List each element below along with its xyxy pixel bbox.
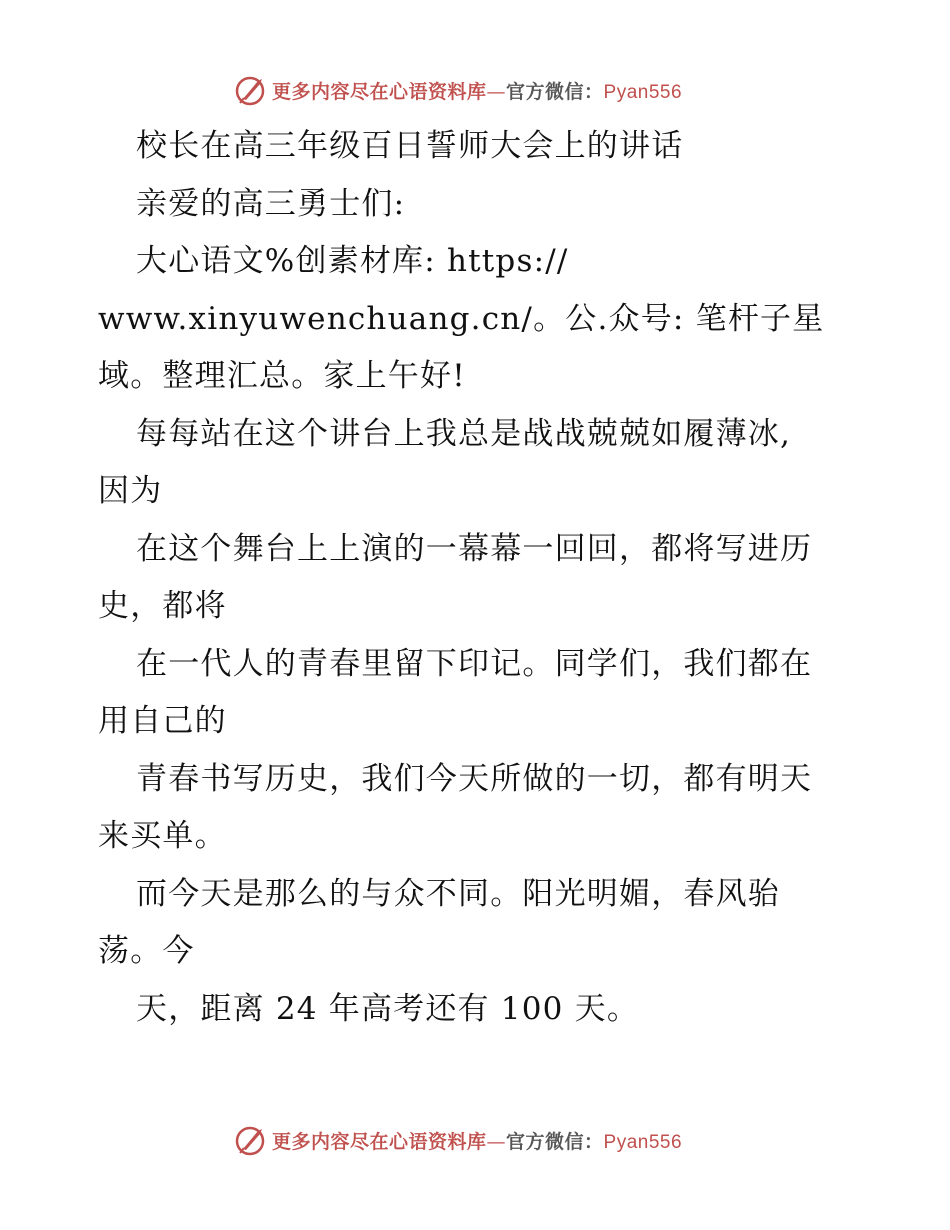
watermark-text xyxy=(272,1127,682,1154)
quill-pen-circle-icon xyxy=(234,73,268,107)
text-line: 天，距离 24 年高考还有 100 天。 xyxy=(136,990,640,1027)
text-line: www.xinyuwenchuang.cn/。公.众号: 笔杆子星 xyxy=(98,300,825,337)
watermark-separator: — xyxy=(486,1130,507,1153)
document-title: 校长在高三年级百日誓师大会上的讲话 xyxy=(136,128,684,164)
text-line: 而今天是那么的与众不同。阳光明媚，春风骀 xyxy=(136,875,780,912)
quill-pen-circle-icon xyxy=(234,1123,268,1157)
watermark-main: 更多内容尽在心语资料库 xyxy=(272,80,487,103)
watermark-wechat-id: Pyan556 xyxy=(603,1131,683,1153)
text-line: 在一代人的青春里留下印记。同学们，我们都在 xyxy=(136,645,813,682)
text-line: 大心语文%创素材库: https:// xyxy=(136,243,569,279)
header-watermark xyxy=(0,70,950,110)
text-line: 每每站在这个讲台上我总是战战兢兢如履薄冰, xyxy=(136,415,792,452)
text-line: 史，都将 xyxy=(98,588,227,624)
text-line: 用自己的 xyxy=(98,703,227,739)
watermark-wechat-label: 官方微信： xyxy=(506,1130,604,1153)
document-body xyxy=(98,118,858,1038)
watermark-wechat-id: Pyan556 xyxy=(603,81,683,103)
footer-watermark-inner xyxy=(234,1120,682,1160)
text-line: 来买单。 xyxy=(98,818,227,854)
watermark-text xyxy=(272,77,682,104)
header-watermark-inner xyxy=(234,70,682,110)
text-line: 域。整理汇总。家上午好! xyxy=(98,358,466,394)
watermark-separator: — xyxy=(486,80,507,103)
text-line: 荡。今 xyxy=(98,933,195,969)
text-line: 在这个舞台上上演的一幕幕一回回，都将写进历 xyxy=(136,530,813,567)
watermark-main: 更多内容尽在心语资料库 xyxy=(272,1130,487,1153)
text-line: 因为 xyxy=(98,473,163,509)
salutation: 亲爱的高三勇士们: xyxy=(136,185,406,222)
footer-watermark xyxy=(0,1120,950,1160)
text-line: 青春书写历史，我们今天所做的一切，都有明天 xyxy=(136,760,813,797)
watermark-wechat-label: 官方微信： xyxy=(506,80,604,103)
